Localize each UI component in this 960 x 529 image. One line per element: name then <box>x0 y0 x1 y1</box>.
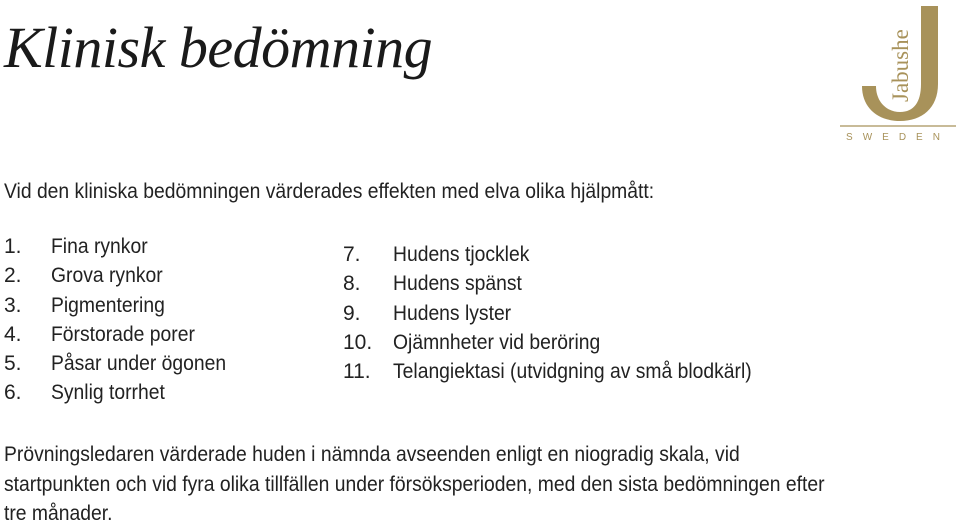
list-number: 8. <box>343 272 361 296</box>
list-label: Påsar under ögonen <box>51 352 227 376</box>
jabushe-logo-graphic <box>838 2 958 144</box>
list-label: Telangiektasi (utvidgning av små blodkärl) <box>393 360 752 384</box>
logo-wordmark: Jabushe <box>888 29 913 102</box>
list-label: Hudens lyster <box>393 301 512 325</box>
list-number: 9. <box>343 301 361 325</box>
list-number: 1. <box>4 235 22 258</box>
list-number: 2. <box>4 264 22 288</box>
intro-text: Vid den kliniska bedömningen värderades effekten med elva olika hjälpmått: <box>4 180 655 203</box>
list-label: Fina rynkor <box>51 235 148 258</box>
list-number: 4. <box>4 322 22 346</box>
list-label: Grova rynkor <box>51 264 163 288</box>
list-label: Förstorade porer <box>51 322 195 346</box>
list-number: 11. <box>343 360 371 384</box>
list-number: 7. <box>343 243 361 266</box>
logo-country: SWEDEN <box>846 132 950 143</box>
list-number: 10. <box>343 330 373 354</box>
list-number: 6. <box>4 381 22 405</box>
jabushe-logo <box>838 2 958 144</box>
paragraph-line: startpunkten och vid fyra olika tillfällen under försöksperioden, med den sista bedömningen efter <box>4 472 825 496</box>
list-number: 3. <box>4 293 22 317</box>
list-number: 5. <box>4 352 22 376</box>
assessment-paragraph <box>4 440 924 529</box>
paragraph-line: tre månader. <box>4 502 113 525</box>
paragraph-line: Prövningsledaren värderade huden i nämnda avseenden enligt en niogradig skala, vid <box>4 443 740 466</box>
list-label: Pigmentering <box>51 293 165 317</box>
list-label: Ojämnheter vid beröring <box>393 330 601 354</box>
page-title: Klinisk bedömning <box>4 15 433 80</box>
list-label: Hudens spänst <box>393 272 522 296</box>
list-label: Hudens tjocklek <box>393 243 530 266</box>
list-label: Synlig torrhet <box>51 381 165 405</box>
